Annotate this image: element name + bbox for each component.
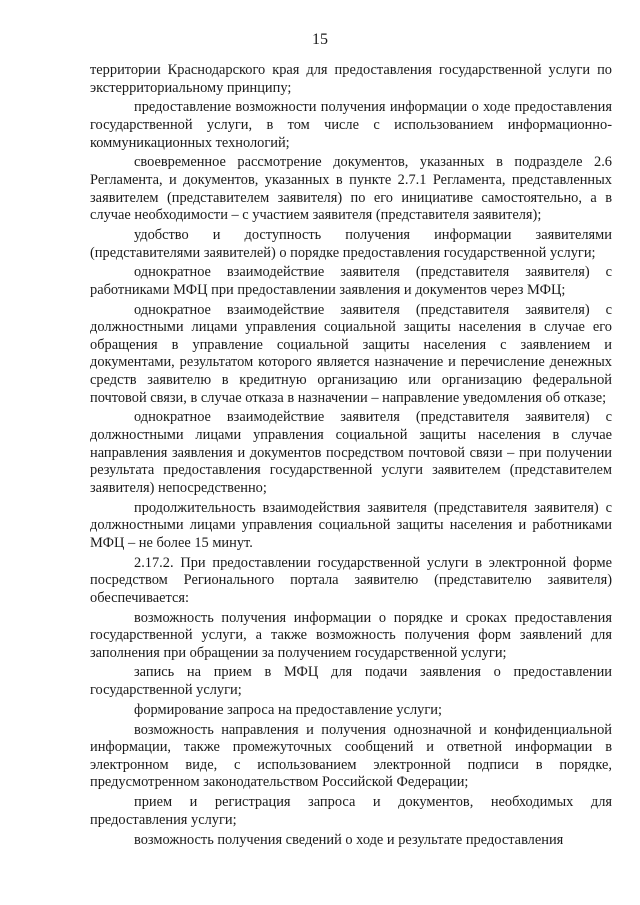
paragraph: 2.17.2. При предоставлении государственной услуги в электронной форме посредством Регионального портала заявителю (представителю заявителя) обеспечивается: bbox=[90, 554, 612, 606]
paragraph: удобство и доступность получения информации заявителями (представителями заявителей) о порядке предоставления государственной услуги; bbox=[90, 226, 612, 261]
paragraph: возможность получения сведений о ходе и результате предоставления bbox=[134, 831, 564, 848]
paragraph: прием и регистрация запроса и документов, необходимых для предоставления услуги; bbox=[90, 794, 612, 828]
paragraph: однократное взаимодействие заявителя (представителя заявителя) с должностными лицами управления социальной защиты населения в случае его обращения в управление социальной защиты населения с заявлением и документами, результатом которого является назначение и перечисление денежных средств заявителю в кредитную организацию или организацию федеральной почтовой связи, в случае отказа в назначении – направление уведомления об отказе; bbox=[90, 301, 612, 406]
page-number: 15 bbox=[312, 31, 328, 48]
paragraph: своевременное рассмотрение документов, указанных в подразделе 2.6 Регламента, и документов, указанных в пункте 2.7.1 Регламента, представленных заявителем (представителем заявителя) по его инициативе самостоятельно, а в случае необходимости – с участием заявителя (представителя заявителя); bbox=[90, 154, 612, 224]
paragraph: однократное взаимодействие заявителя (представителя заявителя) с работниками МФЦ при предоставлении заявления и документов через МФЦ; bbox=[90, 264, 612, 298]
paragraph: предоставление возможности получения информации о ходе предоставления государственной услуги, в том числе с использованием информационно-коммуникационных технологий; bbox=[90, 99, 612, 151]
paragraph: формирование запроса на предоставление услуги; bbox=[134, 701, 442, 718]
paragraph: возможность получения информации о порядке и сроках предоставления государственной услуги, а также возможность получения форм заявлений для заполнения при обращении за получением государственной услуги; bbox=[90, 609, 612, 661]
paragraph: запись на прием в МФЦ для подачи заявления о предоставлении государственной услуги; bbox=[90, 664, 612, 699]
paragraph: однократное взаимодействие заявителя (представителя заявителя) с должностными лицами управления социальной защиты населения в случае направления заявления и документов посредством почтовой связи – при получении результата предоставления государственной услуги заявителем (представителем заявителя) непосредственно; bbox=[90, 409, 612, 496]
paragraph: возможность направления и получения однозначной и конфиденциальной информации, также промежуточных сообщений и ответной информации в электронном виде, с использованием электронной подписи в порядке, предусмотренном законодательством Российской Федерации; bbox=[90, 721, 612, 791]
document-body bbox=[90, 62, 612, 851]
paragraph: продолжительность взаимодействия заявителя (представителя заявителя) с должностными лицами управления социальной защиты населения и работниками МФЦ – не более 15 минут. bbox=[90, 499, 612, 551]
paragraph: территории Краснодарского края для предоставления государственной услуги по экстерриториальному принципу; bbox=[90, 62, 612, 96]
